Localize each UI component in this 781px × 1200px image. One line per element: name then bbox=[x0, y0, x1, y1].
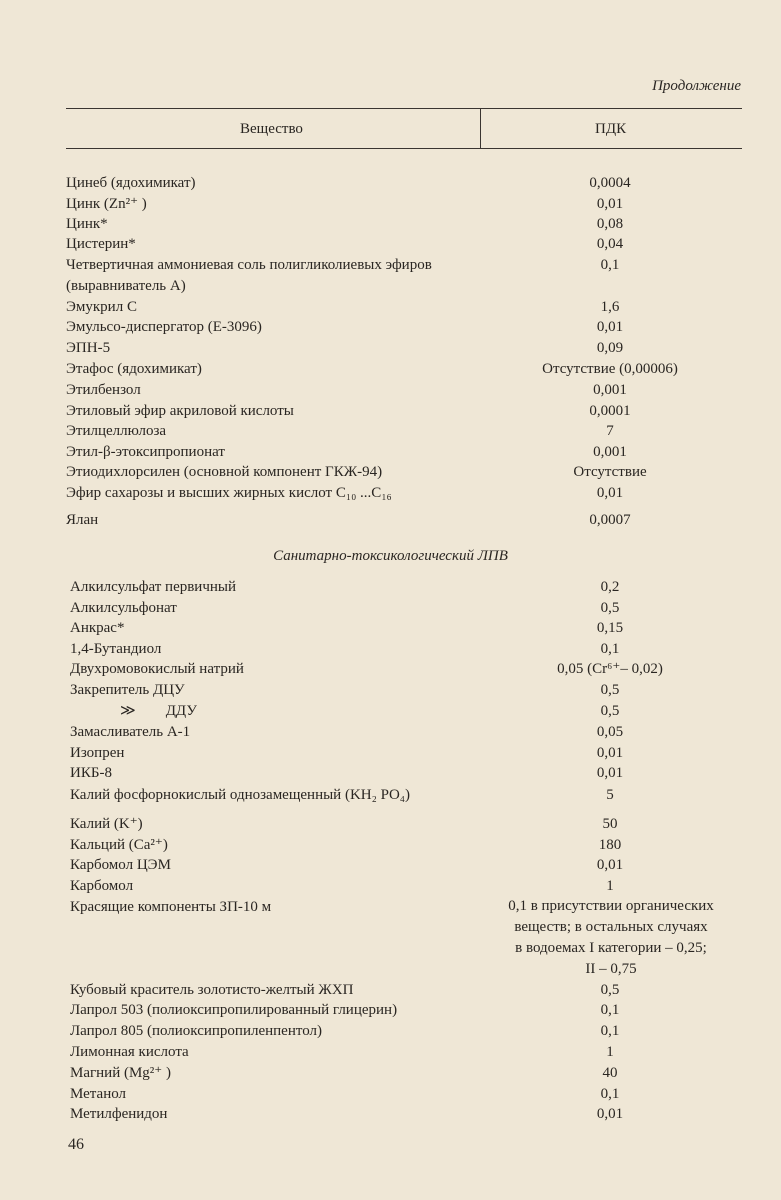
table-row bbox=[0, 599, 781, 621]
table-row bbox=[0, 1022, 781, 1044]
pdk-value: 0,09 bbox=[596, 340, 624, 356]
table-row bbox=[0, 215, 781, 237]
substance-name: Ялан bbox=[66, 512, 99, 528]
pdk-value: 0,2 bbox=[600, 579, 620, 595]
pdk-value: 0,5 bbox=[600, 600, 620, 616]
substance-name: Калий фосфорнокислый однозамещенный (KH₂ PO₄) bbox=[70, 787, 410, 803]
pdk-value: 0,08 bbox=[596, 216, 624, 232]
table-row bbox=[0, 360, 781, 382]
pdk-value: 0,1 bbox=[600, 257, 620, 273]
table-row bbox=[0, 422, 781, 444]
pdk-value: 0,01 bbox=[596, 1106, 624, 1122]
table-header-bottom-rule bbox=[66, 148, 742, 149]
substance-name: Четвертичная аммониевая соль полигликолиевых эфиров bbox=[66, 257, 432, 273]
pdk-value: 0,01 bbox=[596, 319, 624, 335]
table-column-divider bbox=[480, 108, 481, 148]
table-row bbox=[0, 681, 781, 703]
substance-name: Магний (Mg²⁺ ) bbox=[70, 1065, 171, 1081]
substance-name: Кальций (Ca²⁺) bbox=[70, 837, 168, 853]
substance-name: Этилцеллюлоза bbox=[66, 423, 167, 439]
pdk-value: 0,1 bbox=[600, 1002, 620, 1018]
pdk-value: 0,01 bbox=[596, 745, 624, 761]
column-header-substance: Вещество bbox=[240, 121, 303, 137]
substance-name: Этиловый эфир акриловой кислоты bbox=[66, 403, 294, 419]
table-row bbox=[0, 981, 781, 1003]
table-row bbox=[0, 235, 781, 257]
pdk-value: 0,5 bbox=[600, 982, 620, 998]
table-row bbox=[0, 318, 781, 340]
table-row bbox=[0, 256, 781, 278]
pdk-value: 0,0007 bbox=[589, 512, 631, 528]
table-row bbox=[0, 443, 781, 465]
pdk-value: 0,1 bbox=[600, 1023, 620, 1039]
substance-name: Карбомол bbox=[70, 878, 134, 894]
table-row bbox=[0, 298, 781, 320]
pdk-value: 0,01 bbox=[596, 765, 624, 781]
pdk-value: 0,05 bbox=[596, 724, 624, 740]
pdk-value: 0,1 bbox=[600, 1086, 620, 1102]
table-row bbox=[0, 640, 781, 662]
pdk-value: 5 bbox=[606, 787, 614, 803]
table-row bbox=[0, 1001, 781, 1023]
substance-name: Цинк (Zn²⁺ ) bbox=[66, 196, 147, 212]
substance-name: Цинк* bbox=[66, 216, 108, 232]
pdk-value: 0,0001 bbox=[589, 403, 631, 419]
substance-name: Эмульсо-диспергатор (Е-3096) bbox=[66, 319, 262, 335]
pdk-value: 0,5 bbox=[600, 682, 620, 698]
substance-name: Этиодихлорсилен (основной компонент ГКЖ-94) bbox=[66, 464, 383, 480]
value-line: в водоемах I категории – 0,25; bbox=[515, 940, 707, 956]
value-line: 0,1 в присутствии органических bbox=[508, 898, 714, 914]
table-row bbox=[0, 1043, 781, 1065]
table-row bbox=[0, 764, 781, 786]
table-row bbox=[0, 815, 781, 837]
pdk-value: 0,0004 bbox=[589, 175, 631, 191]
substance-name: Красящие компоненты ЗП-10 м bbox=[70, 899, 272, 915]
table-row bbox=[0, 277, 781, 299]
pdk-value: Отсутствие bbox=[573, 464, 647, 480]
pdk-value: 1,6 bbox=[600, 299, 620, 315]
value-line: II – 0,75 bbox=[585, 961, 637, 977]
substance-name: Этил-β-этоксипропионат bbox=[66, 444, 225, 460]
table-row bbox=[0, 1085, 781, 1107]
table-row bbox=[0, 723, 781, 745]
pdk-value: 0,05 (Cr⁶⁺– 0,02) bbox=[557, 661, 663, 677]
substance-name: Цистерин* bbox=[66, 236, 136, 252]
substance-name: Калий (K⁺) bbox=[70, 816, 143, 832]
substance-name: Метилфенидон bbox=[70, 1106, 168, 1122]
pdk-value: 0,001 bbox=[593, 444, 627, 460]
substance-name: 1,4-Бутандиол bbox=[70, 641, 162, 657]
substance-name: Карбомол ЦЭМ bbox=[70, 857, 171, 873]
table-row bbox=[0, 578, 781, 600]
pdk-value: 0,15 bbox=[596, 620, 624, 636]
pdk-value: 50 bbox=[602, 816, 618, 832]
substance-name: ЭПН-5 bbox=[66, 340, 111, 356]
dye-components-value bbox=[480, 896, 742, 980]
table-row bbox=[0, 381, 781, 403]
pdk-value: 0,1 bbox=[600, 641, 620, 657]
substance-name: Эфир сахарозы и высших жирных кислот С₁₀ ...С₁₆ bbox=[66, 485, 392, 501]
substance-name: Этилбензол bbox=[66, 382, 141, 398]
table-row bbox=[0, 744, 781, 766]
table-row bbox=[0, 511, 781, 533]
substance-name: Лимонная кислота bbox=[70, 1044, 189, 1060]
table-row bbox=[0, 195, 781, 217]
substance-name: Замасливатель А-1 bbox=[70, 724, 191, 740]
continuation-label: Продолжение bbox=[652, 78, 741, 94]
table-row bbox=[0, 856, 781, 878]
substance-name: Кубовый краситель золотисто-желтый ЖХП bbox=[70, 982, 354, 998]
substance-name: Лапрол 503 (полиоксипропилированный глицерин) bbox=[70, 1002, 398, 1018]
substance-name: Анкрас* bbox=[70, 620, 125, 636]
substance-name: Алкилсульфат первичный bbox=[70, 579, 237, 595]
pdk-value: 0,01 bbox=[596, 485, 624, 501]
substance-name: (выравниватель А) bbox=[66, 278, 186, 294]
table-row bbox=[0, 339, 781, 361]
substance-name: Двухромовокислый натрий bbox=[70, 661, 244, 677]
pdk-value: 0,04 bbox=[596, 236, 624, 252]
substance-name: Цинеб (ядохимикат) bbox=[66, 175, 196, 191]
pdk-value: 0,001 bbox=[593, 382, 627, 398]
pdk-value: 0,01 bbox=[596, 857, 624, 873]
table-row bbox=[0, 702, 781, 724]
pdk-value: 1 bbox=[606, 1044, 614, 1060]
table-row bbox=[0, 619, 781, 641]
substance-name: Закрепитель ДЦУ bbox=[70, 682, 185, 698]
pdk-value: 0,5 bbox=[600, 703, 620, 719]
pdk-value: 7 bbox=[606, 423, 614, 439]
table-row bbox=[0, 174, 781, 196]
substance-name: Изопрен bbox=[70, 745, 125, 761]
column-header-pdk: ПДК bbox=[595, 121, 627, 137]
section-title: Санитарно-токсикологический ЛПВ bbox=[273, 548, 508, 564]
pdk-value: 1 bbox=[606, 878, 614, 894]
substance-name: Метанол bbox=[70, 1086, 127, 1102]
substance-name: Эмукрил С bbox=[66, 299, 137, 315]
pdk-value: 40 bbox=[602, 1065, 618, 1081]
table-row bbox=[0, 402, 781, 424]
table-top-rule bbox=[66, 108, 742, 109]
substance-name: Алкилсульфонат bbox=[70, 600, 177, 616]
pdk-value: 180 bbox=[598, 837, 622, 853]
table-row bbox=[0, 484, 781, 506]
substance-name: Лапрол 805 (полиоксипропиленпентол) bbox=[70, 1023, 322, 1039]
pdk-value: 0,01 bbox=[596, 196, 624, 212]
table-row bbox=[0, 1064, 781, 1086]
table-row bbox=[0, 1105, 781, 1127]
table-row bbox=[0, 463, 781, 485]
substance-name: ≫ ДДУ bbox=[120, 703, 197, 719]
table-row bbox=[0, 786, 781, 808]
table-row bbox=[0, 836, 781, 858]
value-line: веществ; в остальных случаях bbox=[514, 919, 708, 935]
pdk-value: Отсутствие (0,00006) bbox=[542, 361, 678, 377]
substance-name: ИКБ-8 bbox=[70, 765, 112, 781]
substance-name: Этафос (ядохимикат) bbox=[66, 361, 202, 377]
page-number: 46 bbox=[68, 1136, 84, 1153]
table-row bbox=[0, 660, 781, 682]
